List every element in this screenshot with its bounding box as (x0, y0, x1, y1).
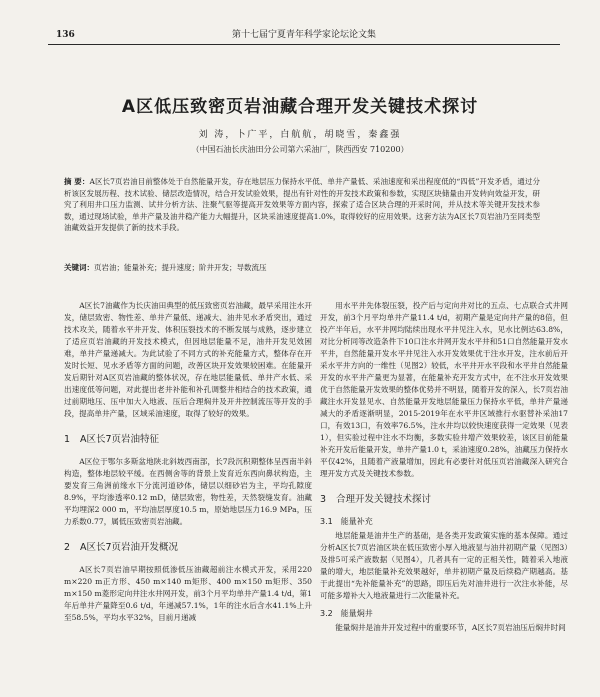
keywords (64, 262, 540, 273)
subsection-3-2-paragraph: 能量焖井是油井开发过程中的重要环节，A区长7页岩油压后焖井时间 (335, 623, 566, 632)
left-column (64, 300, 312, 624)
author-list: 刘 涛，卜广平，白航航，胡晓雪，秦鑫强 (198, 130, 402, 140)
page-number: 136 (56, 30, 75, 40)
subsection-3-1-heading: 3.1 能量补充 (320, 517, 373, 526)
section-2-title: A区长7页岩油开发概况 (80, 542, 179, 553)
subsection-3-1-paragraph: 地层能量是油井生产的基础，是各类开发政策实施的基本保障。通过分析A区长7页岩油区块在低压致密小厚入地液显与油井初期产量（见图3）及排5可采产液数据（见图4），几者具有一定的正相关性，随着采入地液量的增大，地层能量补充效果越好，单井初期产量及后续稳产期越高。基于此提出“先补能量补充”的思路，即压后先对油井进行一次注水补能，尽可能多增补大入地液量进行二次能量补充。 (320, 531, 568, 600)
intro-paragraph: A区长7油藏作为长庆油田典型的低压致密页岩油藏，最早采用注水开发，储层致密、物性差、单井产量低、递减大、油井见水矛盾突出，通过技术攻关，随着水平井开发、体积压裂技术的不断发展与成熟，逐步建立了适应页岩油藏的开发技术模式，但因地层能量不足，油井开发见效困难，单井产量递减大。为此试验了不同方式的补充能量方式，整体存在开发时长短、见水矛盾等方面的问题，改善区块开发效果较困难。在能量开发后期针对A区页岩油藏的整体状况，存在地层能量低、单井产水低、采出速度低等问题，对此提出老井补能和补孔调整井相结合的技术政策，通过前期地压、压中加大入地液、压后合理焖井及开井控制流压等开发的手段，提高单井产量，区域采油速度，取得了较好的效果。 (64, 301, 312, 418)
subsection-3-2-heading: 3.2 能量焖井 (320, 609, 373, 618)
section-3-number: 3 (320, 494, 327, 505)
section-2-number: 2 (64, 542, 71, 553)
section-2-heading (64, 542, 312, 554)
abstract-text: A区长7页岩油目前整体处于自然能量开发，存在地层压力保持水平低、单井产量低、采油速度和采出程度低的“四低”开发矛盾，通过分析该区发展历程、技术试验、储层改造情况，结合开发试验效果，提出有针对性的开发技术政策和参数，实现区块储量由开发转向效益开发，研究了利用井口压力监测、试井分析方法、注聚气驱等提高开发效果等方面内容，探索了适合区块合理的开采时间，并从技术等关键开发技术参数，通过现场试验，单井产量及油井稳产能力大幅提升，区块采油速度提高1.0%，取得较好的应用效果。这套方法为A区长7页岩油乃至同类型油藏效益开发提供了新的技术手段。 (64, 177, 540, 233)
section-1-heading (64, 434, 312, 446)
journal-title: 第十七届宁夏青年科学家论坛论文集 (231, 30, 376, 40)
section-2-paragraph: A区长7页岩油早期按照低渗低压油藏超前注水模式开发，采用220 m×220 m正方形、450 m×140 m矩形、400 m×150 m矩形、350 m×150 m菱形定向井注水井网开发，前3个月平均单井产量1.4 t/d，第1年后单井产量降至0.6 t/d，年递减57.1%，1年的注水后含水41.1%上升至58.5%，平均水平32%，目前月递减 (64, 565, 312, 622)
section-1-number: 1 (64, 434, 71, 445)
paper-title: A区低压致密页岩油藏合理开发关键技术探讨 (121, 97, 479, 117)
running-header (48, 28, 560, 45)
keywords-text: 页岩油；能量补充；提升速度；阶井开发；导数流压 (94, 263, 267, 272)
abstract-label: 摘 要： (64, 177, 90, 186)
section-1-title: A区长7页岩油特征 (80, 434, 160, 445)
right-column (320, 300, 568, 634)
keywords-label: 关键词： (64, 263, 94, 272)
abstract (64, 176, 540, 234)
affiliation: （中国石油长庆油田分公司第六采油厂，陕西西安 710200） (191, 145, 409, 154)
section-3-heading (320, 494, 568, 506)
section-2-continued-paragraph: 用水平井先体裂压裂，投产后与定向井对比的五点、七点联合式井网开发，前3个月平均单井产量11.4 t/d，初期产量是定向井产量的8倍，但投产半年后，水平井网均陆续出现水平井见注入水，见水比例达63.8%，对比分析同等改造条件下10口注水井网开发水平井和51口自然能量开发水平井，自然能量开发水平井见注入水开发效果优于注水开发，注水前后开采水平井方向的一维性（见图2）较低，水平井开水平段和水平井自然能量开发的水平井产量更为显著，在能量补充开发方式中，在不注水开发效果优于自然能量开发效果的整体优势并不明显，随着开发的深入，长7页岩油藏注水开发显见水、自然能量开发地层能量压力保持水平低，单井产量递减大的矛盾逐渐明显，2015-2019年在水平井区域推行水驱替补采油17口，有效13口，有效率76.5%，注水井均以较快速度获得一定效果（见表1），但实验过程中注水不均衡，多数实验井增产效果较差，该区目前能量补充开发后能量开发，单井产量1.0 t，采油速度0.28%，油藏压力保持水平仅42%，且随着产液量增加，因此有必要针对低压页岩油藏深入研究合理开发方式及关键技术参数。 (320, 301, 568, 478)
section-1-paragraph: A区位于鄂尔多斯盆地陕北斜坡西南部，长7段沉积期整体呈西南半斜构造，整体地层较平缓。在西侧舍等的背景上发育近东西向鼻状构造，主要发育三角洲前缘水下分流河道砂体，储层以细砂岩为主，平均孔隙度8.9%，平均渗透率0.12 mD，储层致密，物性差，天然裂缝发育。油藏平均埋深2 000 m，平均油层厚度10.5 m，原始地层压力16.9 MPa，压力系数0.77，属低压致密页岩油藏。 (64, 457, 312, 526)
section-3-title: 合理开发关键技术探讨 (336, 494, 432, 505)
